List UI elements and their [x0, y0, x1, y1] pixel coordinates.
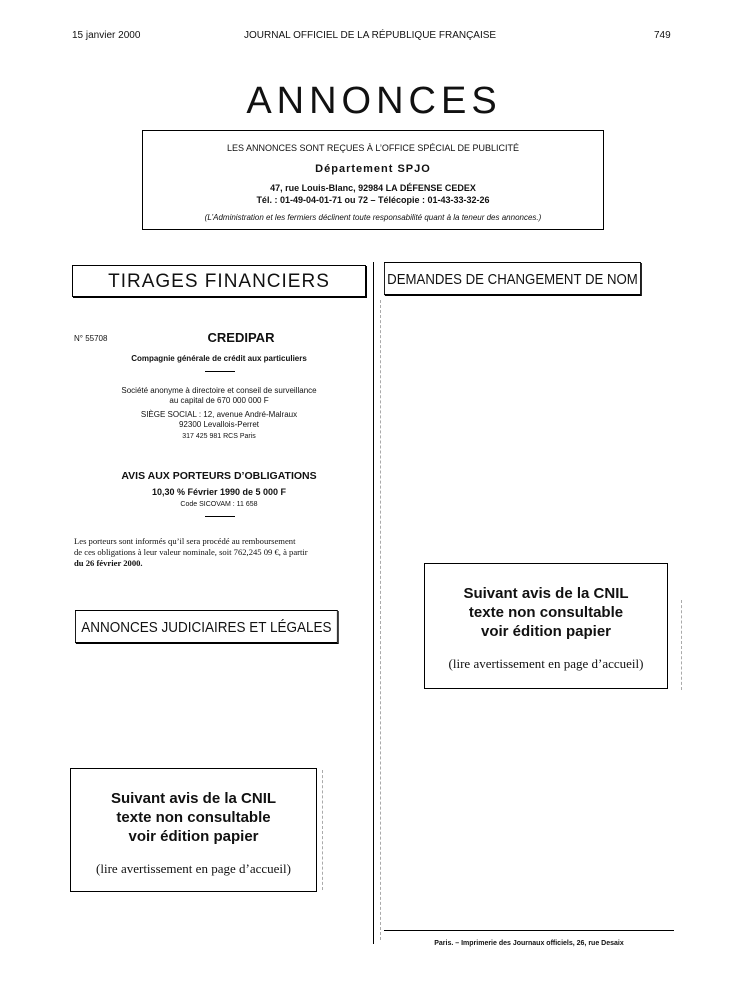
publicity-info-box — [142, 130, 604, 230]
cnil-line-1: Suivant avis de la CNIL — [110, 790, 277, 807]
page-title: ANNONCES — [246, 80, 502, 122]
cnil-line-2: texte non consultable — [468, 604, 624, 621]
column-divider — [373, 262, 374, 944]
notice-desc-line2: au capital de 670 000 000 F — [169, 396, 269, 405]
right-guide-line — [380, 300, 381, 940]
cnil-notice-box-right — [424, 563, 668, 689]
info-line-address: 47, rue Louis-Blanc, 92984 LA DÉFENSE CEDEX — [270, 183, 476, 193]
left-box-guide-line — [322, 770, 323, 890]
footer-rule — [384, 930, 674, 931]
notice-avis-heading: AVIS AUX PORTEURS D’OBLIGATIONS — [121, 470, 317, 482]
notice-body-line2: de ces obligations à leur valeur nominale, soit 762,245 09 €, à partir — [74, 547, 308, 557]
notice-rcs: 317 425 981 RCS Paris — [182, 433, 256, 440]
cnil-line-3: voir édition papier — [480, 623, 612, 640]
notice-desc-line1: Société anonyme à directoire et conseil de surveillance — [121, 386, 317, 395]
notice-seat-line2: 92300 Levallois-Perret — [178, 420, 260, 429]
section-annonces-judiciaires: ANNONCES JUDICIAIRES ET LÉGALES — [75, 610, 338, 643]
notice-number: N° 55708 — [74, 334, 108, 343]
notice-code-sicovam: Code SICOVAM : 11 658 — [180, 501, 258, 508]
section-tirages-financiers: TIRAGES FINANCIERS — [72, 265, 366, 297]
cnil-line-4: (lire avertissement en page d’accueil) — [96, 861, 291, 876]
notice-seat-line1: SIÈGE SOCIAL : 12, avenue André-Malraux — [140, 410, 298, 419]
header-journal-title: JOURNAL OFFICIEL DE LA RÉPUBLIQUE FRANÇAISE — [244, 30, 497, 41]
info-line-disclaimer: (L’Administration et les fermiers déclinent toute responsabilité quant à la teneur des annonces.) — [204, 213, 542, 222]
info-line-department: Département SPJO — [315, 163, 431, 175]
header-date: 15 janvier 2000 — [72, 30, 141, 41]
cnil-notice-box-left — [70, 768, 317, 892]
info-line-phone: Tél. : 01-49-04-01-71 ou 72 – Télécopie : 01-43-33-32-26 — [256, 195, 490, 205]
notice-body-line1: Les porteurs sont informés qu’il sera procédé au remboursement — [74, 536, 296, 546]
cnil-line-2: texte non consultable — [116, 809, 271, 826]
right-box-guide-line — [681, 600, 682, 690]
info-line-reception: LES ANNONCES SONT REÇUES À L’OFFICE SPÉCIAL DE PUBLICITÉ — [226, 143, 520, 153]
cnil-line-4: (lire avertissement en page d’accueil) — [448, 656, 644, 671]
notice-separator — [205, 371, 235, 372]
cnil-line-1: Suivant avis de la CNIL — [463, 585, 629, 602]
notice-emission: 10,30 % Février 1990 de 5 000 F — [151, 487, 287, 497]
notice-company: CREDIPAR — [207, 330, 275, 345]
notice-body-line3: du 26 février 2000. — [74, 558, 143, 568]
notice-separator-2 — [205, 516, 235, 517]
notice-subtitle: Compagnie générale de crédit aux particuliers — [131, 354, 307, 363]
section-demandes-changement-nom: DEMANDES DE CHANGEMENT DE NOM — [384, 262, 641, 295]
cnil-line-3: voir édition papier — [128, 828, 259, 845]
footer-imprint: Paris. – Imprimerie des Journaux officiels, 26, rue Desaix — [434, 940, 624, 947]
header-page-number: 749 — [654, 30, 671, 41]
